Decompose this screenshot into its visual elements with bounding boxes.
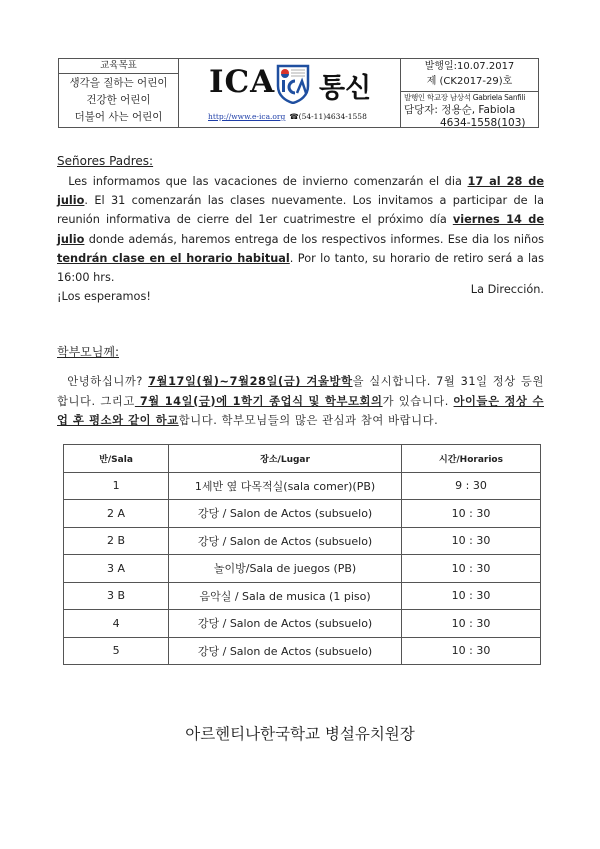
class-cell: 2 B (64, 527, 169, 555)
spanish-greeting: Señores Padres: (57, 154, 154, 168)
vacation-dates: 17 al 28 de julio (57, 175, 545, 208)
issue-info-bottom (401, 92, 538, 130)
website-link[interactable]: http://www.e-ica.org (208, 112, 286, 121)
table-row (64, 472, 541, 500)
goal-item: 더불어 사는 어린이 (74, 111, 163, 123)
spanish-text: . Por lo tanto, su horario de retiro será a las 16:00 hrs. (57, 251, 544, 285)
column-header-class: 반/Sala (64, 445, 169, 473)
column-header-place: 장소/Lugar (169, 445, 402, 473)
goal-item: 건강한 어린이 (86, 94, 151, 106)
spanish-text: . El 31 comenzarán las clases nuevamente. Los invitamos a participar de la reunión informativa de cierre del 1er cuatrimestre el próximo día (57, 194, 544, 227)
issue-number: 제 (CK2017-29)호 (426, 76, 513, 87)
closing-ceremony-date: 7월 14일(금)에 1학기 종업식 및 학부모회의 (134, 394, 383, 408)
place-cell: 강당 / Salon de Actos (subsuelo) (169, 500, 402, 528)
responsible-person: 담당자: 정용순, Fabiola (404, 104, 516, 116)
extension-number: 4634-1558(103) (440, 117, 526, 129)
class-cell: 5 (64, 637, 169, 665)
place-cell: 강당 / Salon de Actos (subsuelo) (169, 527, 402, 555)
meeting-date: viernes 14 de julio (57, 213, 545, 246)
phone-number: ☎(54-11)4634-1558 (289, 112, 367, 121)
class-cell: 1 (64, 472, 169, 500)
korean-text (57, 375, 67, 388)
class-cell: 3 A (64, 555, 169, 583)
korean-text: 안녕하십니까? (67, 375, 149, 388)
meeting-schedule-table (63, 444, 541, 665)
spanish-text: donde además, haremos entrega de los respectivos informes. Ese dia los niños (84, 232, 544, 246)
issue-info-cell (401, 59, 538, 127)
time-cell: 10 : 30 (401, 582, 540, 610)
spanish-signature: La Dirección. (470, 283, 544, 296)
time-cell: 9 : 30 (401, 472, 540, 500)
class-cell: 4 (64, 610, 169, 638)
brand-ica: ICA (209, 64, 276, 100)
place-cell: 1세반 옆 다목적실(sala comer)(PB) (169, 472, 402, 500)
spanish-text: Les informamos que las vacaciones de invierno comenzarán el dia (68, 175, 468, 188)
brand-cell (179, 59, 401, 127)
korean-text: 합니다. 학부모님들의 많은 관심과 참여 바랍니다. (178, 414, 439, 427)
table-row (64, 527, 541, 555)
table-header-row (64, 445, 541, 473)
education-goals-cell (59, 59, 179, 127)
place-cell: 놀이방/Sala de juegos (PB) (169, 555, 402, 583)
table-row (64, 555, 541, 583)
normal-dismissal-note: 아이들은 정상 수업 후 평소와 같이 하교 (57, 394, 544, 427)
place-cell: 강당 / Salon de Actos (subsuelo) (169, 610, 402, 638)
principal-signature: 아르헨티나한국학교 병설유치원장 (185, 725, 415, 743)
korean-text: 을 실시합니다. 7월 31일 정상 등원합니다. 그리고 (57, 375, 544, 408)
time-cell: 10 : 30 (401, 527, 540, 555)
time-cell: 10 : 30 (401, 610, 540, 638)
table-row (64, 610, 541, 638)
class-cell: 2 A (64, 500, 169, 528)
class-schedule-note: tendrán clase en el horario habitual (57, 251, 290, 265)
time-cell: 10 : 30 (401, 555, 540, 583)
time-cell: 10 : 30 (401, 500, 540, 528)
spanish-text (57, 175, 68, 188)
issue-date: 발행일:10.07.2017 (424, 61, 515, 72)
korean-greeting: 학부모님께: (57, 345, 120, 359)
winter-break-dates: 7월17일(월)~7월28일(금) 겨울방학 (148, 375, 353, 388)
class-cell: 3 B (64, 582, 169, 610)
ica-shield-logo-icon (276, 64, 310, 104)
goals-list (59, 74, 178, 126)
goal-item: 생각을 질하는 어린이 (69, 77, 168, 89)
contact-line (208, 112, 367, 121)
table-row (64, 500, 541, 528)
table-row (64, 582, 541, 610)
korean-text: 가 있습니다. (382, 394, 454, 408)
korean-message (57, 372, 544, 431)
place-cell: 음악실 / Sala de musica (1 piso) (169, 582, 402, 610)
spanish-closing: ¡Los esperamos! (57, 290, 151, 304)
newsletter-header (58, 58, 539, 128)
time-cell: 10 : 30 (401, 637, 540, 665)
brand-tongsin: 통신 (319, 73, 372, 104)
goals-title: 교육목표 (59, 59, 178, 74)
place-cell: 강당 / Salon de Actos (subsuelo) (169, 637, 402, 665)
issue-info-top (401, 59, 538, 92)
publisher: 발행인 학교장 남상석 Gabriela Sanfili (404, 93, 525, 102)
column-header-time: 시간/Horarios (401, 445, 540, 473)
table-row (64, 637, 541, 665)
